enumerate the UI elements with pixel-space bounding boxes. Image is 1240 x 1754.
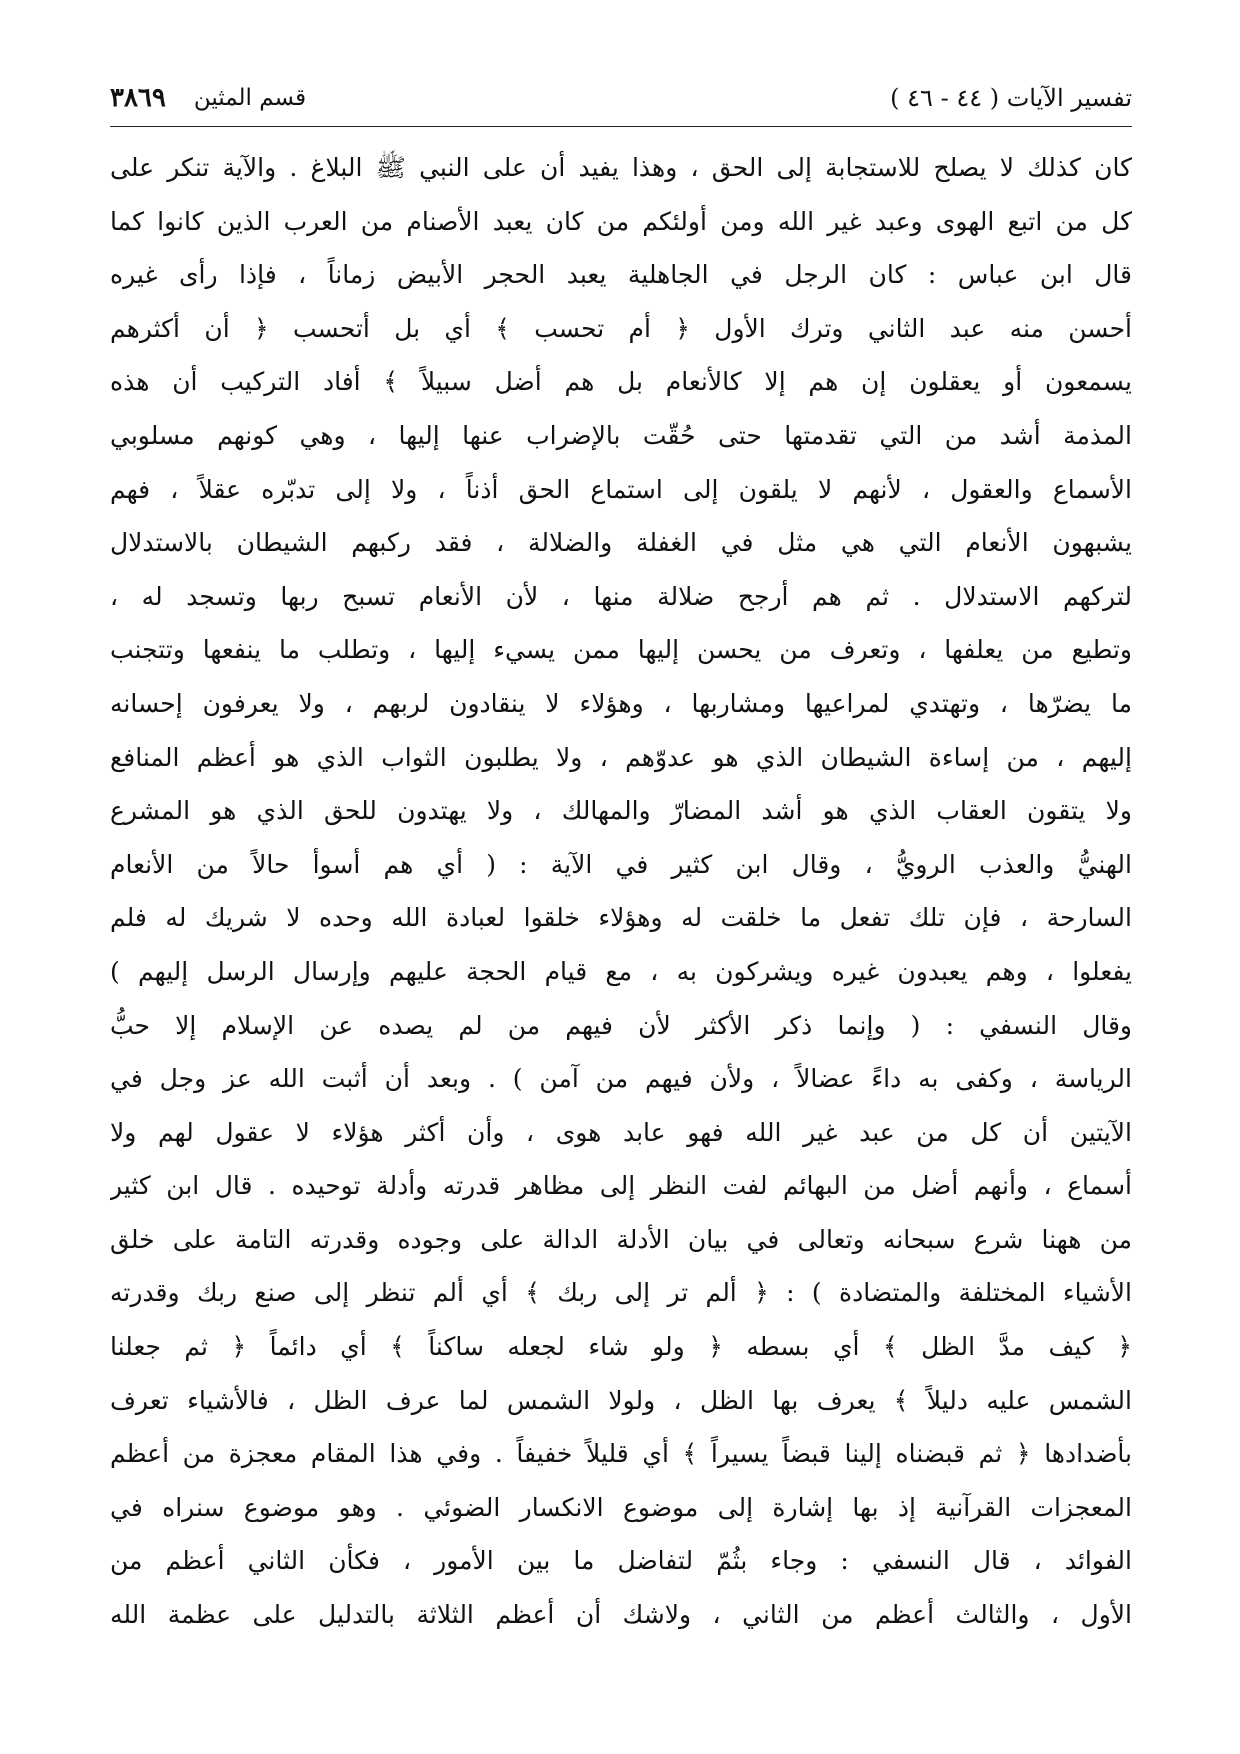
text-line: السارحة ، فإن تلك تفعل ما خلقت له وهؤلاء خلقوا لعبادة الله وحده لا شريك له فلم xyxy=(110,903,1132,933)
text-line: يسمعون أو يعقلون إن هم إلا كالأنعام بل هم أضل سبيلاً ﴾ أفاد التركيب أن هذه xyxy=(110,367,1132,397)
section-label: قسم المثين xyxy=(193,85,307,111)
text-line: الآيتين أن كل من عبد غير الله فهو عابد هوى ، وأن أكثر هؤلاء لا عقول لهم ولا xyxy=(110,1117,1132,1147)
text-line: يشبهون الأنعام التي هي مثل في الغفلة والضلالة ، فقد ركبهم الشيطان بالاستدلال xyxy=(110,528,1132,558)
text-line: إليهم ، من إساءة الشيطان الذي هو عدوّهم ، ولا يطلبون الثواب الذي هو أعظم المنافع xyxy=(110,742,1132,772)
header-section xyxy=(110,83,306,113)
text-line: يفعلوا ، وهم يعبدون غيره ويشركون به ، مع قيام الحجة عليهم وإرسال الرسل إليهم ) xyxy=(110,956,1132,986)
text-line: ولا يتقون العقاب الذي هو أشد المضارّ والمهالك ، ولا يهتدون للحق الذي هو المشرع xyxy=(110,796,1132,826)
text-line: الشمس عليه دليلاً ﴾ يعرف بها الظل ، ولولا الشمس لما عرف الظل ، فالأشياء تعرف xyxy=(110,1385,1132,1415)
running-header xyxy=(110,78,1132,118)
text-line: الأشياء المختلفة والمتضادة ) : ﴿ ألم تر إلى ربك ﴾ أي ألم تنظر إلى صنع ربك وقدرته xyxy=(110,1278,1132,1308)
header-divider xyxy=(110,126,1132,127)
text-line: أحسن منه عبد الثاني وترك الأول ﴿ أم تحسب ﴾ أي بل أتحسب ﴿ أن أكثرهم xyxy=(110,313,1132,343)
text-line: وتطيع من يعلفها ، وتعرف من يحسن إليها ممن يسيء إليها ، وتطلب ما ينفعها وتتجنب xyxy=(110,635,1132,665)
text-line: بأضدادها ﴿ ثم قبضناه إلينا قبضاً يسيراً ﴾ أي قليلاً خفيفاً . وفي هذا المقام معجزة من أعظم xyxy=(110,1439,1132,1469)
text-line: كان كذلك لا يصلح للاستجابة إلى الحق ، وهذا يفيد أن على النبي ﷺ البلاغ . والآية تنكر على xyxy=(110,153,1132,182)
text-line: الأول ، والثالث أعظم من الثاني ، ولاشك أن أعظم الثلاثة بالتدليل على عظمة الله xyxy=(110,1600,1132,1630)
page-number: ٣٨٦٩ xyxy=(110,83,166,113)
verses-label: تفسير الآيات ( ٤٤ - ٤٦ ) xyxy=(890,84,1132,112)
header-verses xyxy=(890,84,1132,112)
text-line: ﴿ كيف مدَّ الظل ﴾ أي بسطه ﴿ ولو شاء لجعله ساكناً ﴾ أي دائماً ﴿ ثم جعلنا xyxy=(110,1332,1132,1362)
text-line: لتركهم الاستدلال . ثم هم أرجح ضلالة منها ، لأن الأنعام تسبح ربها وتسجد له ، xyxy=(110,581,1132,611)
body-text xyxy=(110,141,1132,1642)
text-line: قال ابن عباس : كان الرجل في الجاهلية يعبد الحجر الأبيض زماناً ، فإذا رأى غيره xyxy=(110,260,1132,290)
text-line: المذمة أشد من التي تقدمتها حتى حُقّت بالإضراب عنها إليها ، وهي كونهم مسلوبي xyxy=(110,420,1132,450)
text-line: الأسماع والعقول ، لأنهم لا يلقون إلى استماع الحق أذناً ، ولا إلى تدبّره عقلاً ، فهم xyxy=(110,474,1132,504)
text-line: كل من اتبع الهوى وعبد غير الله ومن أولئكم من كان يعبد الأصنام من العرب الذين كانوا كما xyxy=(110,206,1132,236)
text-line: الرياسة ، وكفى به داءً عضالاً ، ولأن فيهم من آمن ) . وبعد أن أثبت الله عز وجل في xyxy=(110,1064,1132,1094)
text-line: وقال النسفي : ( وإنما ذكر الأكثر لأن فيهم من لم يصده عن الإسلام إلا حبُّ xyxy=(110,1010,1132,1040)
text-line: من ههنا شرع سبحانه وتعالى في بيان الأدلة الدالة على وجوده وقدرته التامة على خلق xyxy=(110,1224,1132,1254)
text-line: ما يضرّها ، وتهتدي لمراعيها ومشاربها ، وهؤلاء لا ينقادون لربهم ، ولا يعرفون إحسانه xyxy=(110,688,1132,718)
text-line: أسماع ، وأنهم أضل من البهائم لفت النظر إلى مظاهر قدرته وأدلة توحيده . قال ابن كثير xyxy=(110,1171,1132,1201)
text-line: المعجزات القرآنية إذ بها إشارة إلى موضوع الانكسار الضوئي . وهو موضوع سنراه في xyxy=(110,1492,1132,1522)
text-line: الهنيُّ والعذب الرويُّ ، وقال ابن كثير في الآية : ( أي هم أسوأ حالاً من الأنعام xyxy=(110,849,1132,879)
text-line: الفوائد ، قال النسفي : وجاء بثُمّ لتفاضل ما بين الأمور ، فكأن الثاني أعظم من xyxy=(110,1546,1132,1576)
